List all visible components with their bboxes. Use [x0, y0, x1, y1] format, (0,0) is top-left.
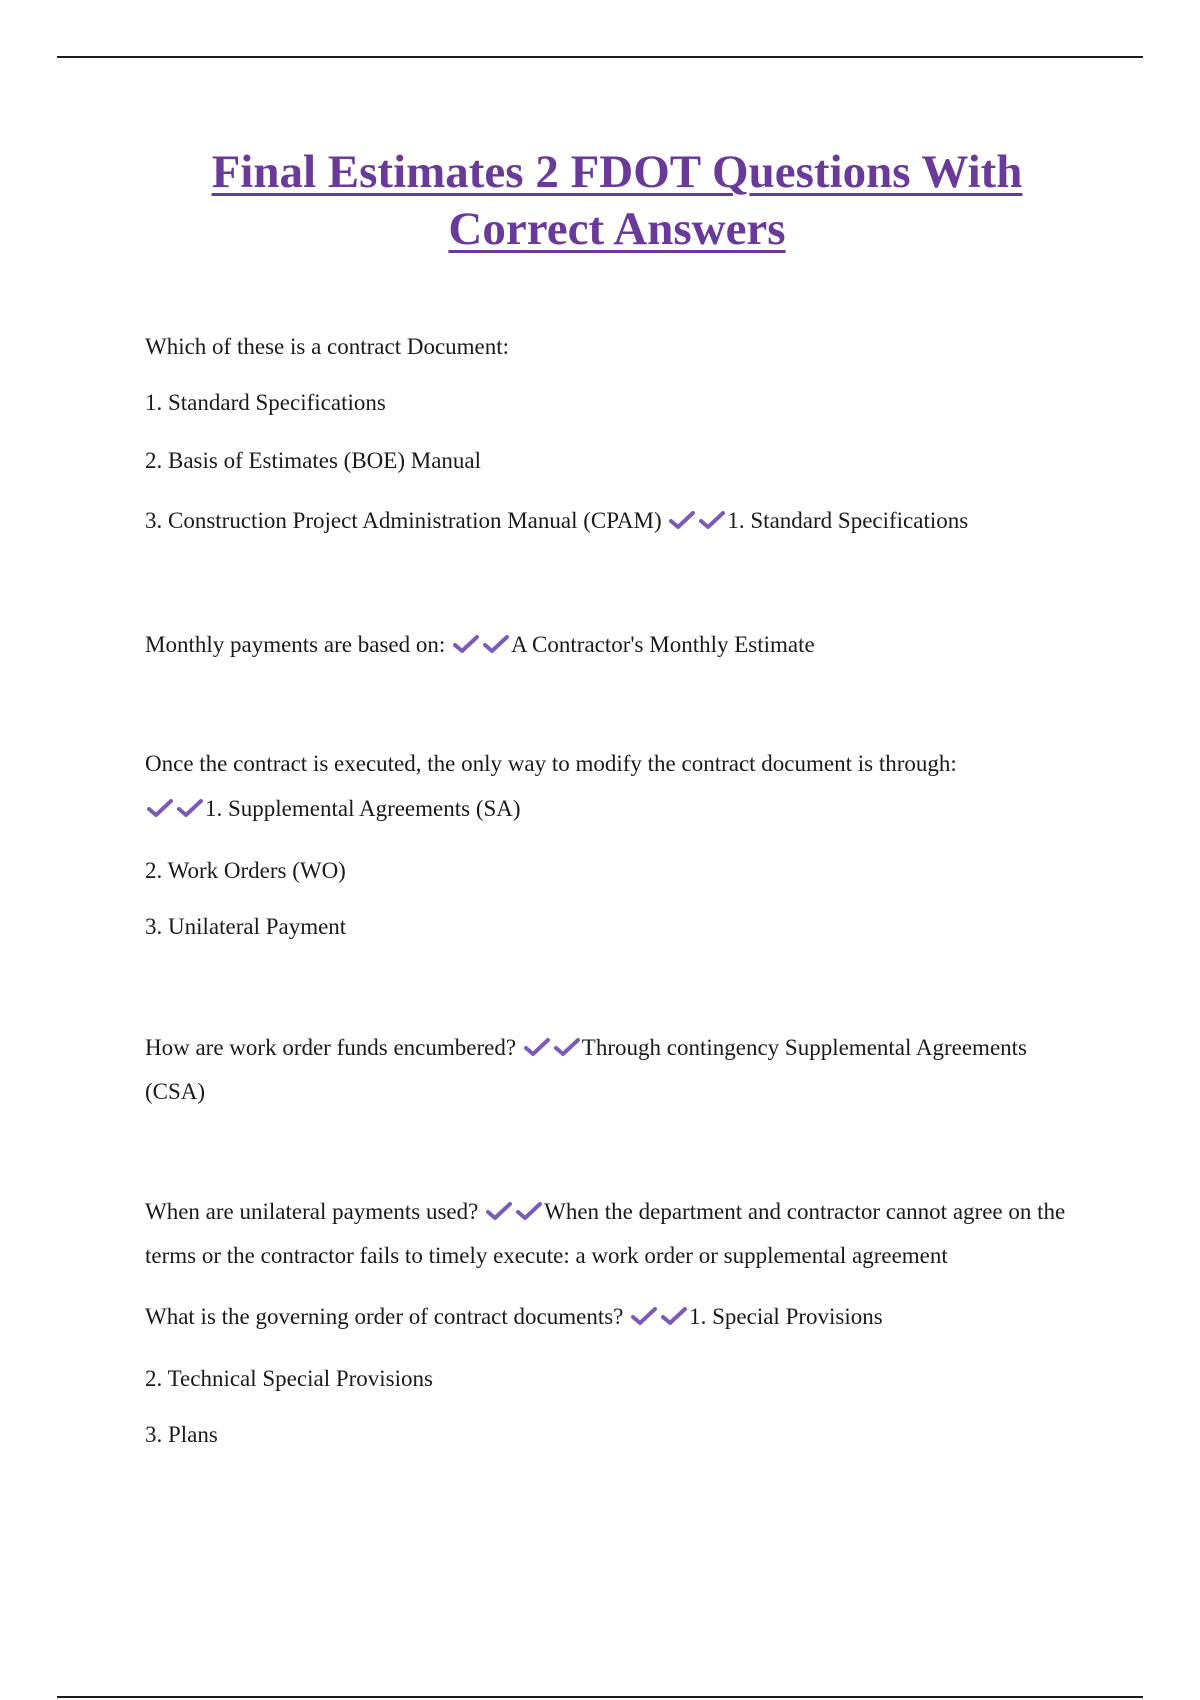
q3-answer-line	[145, 794, 521, 824]
q3-option-3: 3. Unilateral Payment	[145, 914, 347, 939]
check-icon	[697, 509, 727, 531]
question-2: Monthly payments are based on:	[145, 632, 446, 657]
q1-option-3: 3. Construction Project Administration Manual (CPAM)	[145, 508, 662, 533]
question-1: Which of these is a contract Document:	[145, 334, 510, 359]
header-rule	[57, 56, 1143, 58]
q2-line	[145, 630, 815, 660]
question-4: How are work order funds encumbered?	[145, 1035, 517, 1060]
q5-block	[145, 1190, 1085, 1278]
question-5: When are unilateral payments used?	[145, 1199, 479, 1224]
check-icon	[484, 1200, 514, 1222]
check-icon	[145, 797, 175, 819]
question-3: Once the contract is executed, the only way to modify the contract document is through:	[145, 751, 957, 776]
q6-answer: 1. Special Provisions	[689, 1304, 883, 1329]
q4-block	[145, 1026, 1085, 1114]
footer-rule	[57, 1696, 1143, 1698]
q1-answer: 1. Standard Specifications	[727, 508, 969, 533]
check-icon	[659, 1305, 689, 1327]
question-6: What is the governing order of contract documents?	[145, 1304, 624, 1329]
q4-answer: Through contingency Supplemental Agreements (CSA)	[145, 1035, 1027, 1104]
check-icon	[629, 1305, 659, 1327]
check-icon	[522, 1036, 552, 1058]
q6-option-2: 2. Technical Special Provisions	[145, 1366, 433, 1391]
check-icon	[451, 633, 481, 655]
q5-answer: When the department and contractor cannot agree on the terms or the contractor fails to timely execute: a work order or supplemental agreement	[145, 1199, 1066, 1268]
title-line-2: Correct Answers	[448, 203, 786, 255]
check-icon	[667, 509, 697, 531]
q6-option-3: 3. Plans	[145, 1422, 218, 1447]
title-line-1: Final Estimates 2 FDOT Questions With	[211, 146, 1023, 198]
q1-option-2: 2. Basis of Estimates (BOE) Manual	[145, 448, 482, 473]
q1-option-1: 1. Standard Specifications	[145, 390, 386, 415]
q6-line	[145, 1302, 883, 1332]
check-icon	[514, 1200, 544, 1222]
check-icon	[175, 797, 205, 819]
check-icon	[481, 633, 511, 655]
document-title	[100, 144, 1134, 258]
q2-answer: A Contractor's Monthly Estimate	[510, 632, 815, 657]
q1-answer-line	[145, 506, 968, 536]
check-icon	[552, 1036, 582, 1058]
q3-option-2: 2. Work Orders (WO)	[145, 858, 346, 883]
q3-answer: 1. Supplemental Agreements (SA)	[205, 796, 521, 821]
